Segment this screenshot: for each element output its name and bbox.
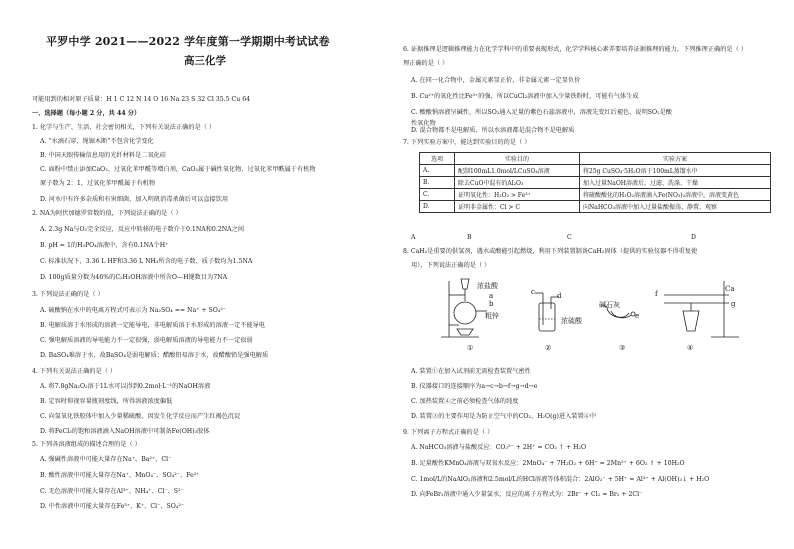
question-4: 4. 下列有关说法正确的是（ ） <box>32 368 117 375</box>
question-3: 3. 下列说法正确的是（ ） <box>32 291 104 298</box>
q6-option-d: D. 混合物都不是电解质，所以水溶液都是混合物不是电解质 <box>411 127 575 134</box>
q7-option-d: D <box>691 234 696 241</box>
q7-option-c: C <box>567 234 572 241</box>
table-header-cell: 实验方案 <box>580 153 771 165</box>
q5-option-a: A. 强碱性溶液中可能大量存在Na⁺、Ba²⁺、Cl⁻ <box>40 456 172 463</box>
q1-option-a: A. “水滴石穿、绳锯木断”不包含化学变化 <box>40 138 154 145</box>
label-d: d <box>557 292 562 300</box>
q2-option-c: C. 标准状况下，3.36 L HF和3.36 L NH₃所含的电子数、质子数均为1.5NA <box>40 258 253 265</box>
label-ca: Ca <box>725 285 735 293</box>
table-row <box>420 189 771 201</box>
label-conc-hcl: 浓盐酸 <box>477 282 498 290</box>
q6-option-c-cont: 性氧化物 <box>411 120 436 127</box>
table-cell: 将硫酸酸化的H₂O₂溶液滴入Fe(NO₃)₂溶液中，溶液变黄色 <box>580 189 771 201</box>
q9-option-b: B. 足量酸性KMnO₄溶液与双氧水反应：2MnO₄⁻ + 7H₂O₂ + 6H⁺ = 2Mn²⁺ + 6O₂ ↑ + 10H₂O <box>411 460 685 467</box>
label-e: e <box>635 312 640 320</box>
q4-option-d: D. 将FeCl₃的饱和溶液滴入NaOH溶液中可制备Fe(OH)₃胶体 <box>40 428 210 435</box>
label-c: c <box>531 288 535 296</box>
apparatus-number-2: ② <box>545 344 552 352</box>
q5-option-c: C. 无色溶液中可能大量存在Al³⁺、NH₄⁺、Cl⁻、S²⁻ <box>40 488 184 495</box>
q1-option-d: D. 河水中有许多杂质和有害细菌，加入明矾消毒杀菌后可以直接饮用 <box>40 196 229 203</box>
q1-option-c: C. 面粉中禁止添加CaO₂、过氧化苯甲酰等增白剂，CaO₂属于碱性氧化物，过氧化苯甲酰属于有机物 <box>40 166 316 173</box>
q3-option-b: B. 电解质溶于水形成的溶液一定能导电，非电解质溶于水形成的溶液一定不能导电 <box>40 322 266 329</box>
q9-option-d: D. 向FeBr₂溶液中通入少量氯水，反应的离子方程式为：2Br⁻ + Cl₂ = Br₂ + 2Cl⁻ <box>411 491 643 498</box>
q3-option-d: D. BaSO₄难溶于水，故BaSO₄是弱电解质；醋酸铅易溶于水，故醋酸铅是强电解质 <box>40 352 269 359</box>
table-cell: 将25g CuSO₄·5H₂O溶于100mL蒸馏水中 <box>580 165 771 177</box>
q8-option-d: D. 装置③的主要作用是为防止空气中的CO₂、H₂O(g)进入装置④中 <box>411 413 597 420</box>
apparatus-number-4: ④ <box>687 344 694 352</box>
table-cell: C. <box>420 189 455 201</box>
q8-option-b: B. 仪器接口的连接顺序为a→c→b→f→g→d→e <box>411 383 538 390</box>
label-b: b <box>489 300 494 308</box>
q9-option-c: C. 1mol/L的NaAlO₂溶液和2.5mol/L的HCl溶液等体积混合：2AlO₂⁻ + 5H⁺ = Al³⁺ + Al(OH)₃↓ + H₂O <box>411 476 710 483</box>
question-9: 9. 下列离子方程式正确的是（ ） <box>403 429 494 436</box>
table-row <box>420 201 771 213</box>
table-header-row <box>420 153 771 165</box>
q6-option-a: A. 在同一化合物中，金属元素显正价，非金属元素一定显负价 <box>411 77 581 84</box>
q3-option-c: C. 强电解质溶液的导电能力不一定很强，弱电解质溶液的导电能力不一定很弱 <box>40 337 253 344</box>
q7-option-a: A <box>411 234 416 241</box>
q2-option-a: A. 2.3g Na与O₂完全反应，反应中转移的电子数介于0.1NA和0.2NA之间 <box>40 226 245 233</box>
table-cell: 配制100mL1.0mol/LCuSO₄溶液 <box>455 165 580 177</box>
q7-option-b: B <box>467 234 472 241</box>
q1-option-c-cont: 原子数为 2：1，过氧化苯甲酰属于有机物 <box>40 180 156 187</box>
question-6: 6. 证据推理是逻辑推理能力在化学学科中的重要表现形式，化学学科核心素养要培养证据推理的能力，下列推理正确的是（ ） <box>403 46 747 53</box>
question-8-cont: 用），下列说法正确的是（ ） <box>411 262 491 269</box>
table-cell: 加入过量NaOH溶液后，过滤、洗涤、干燥 <box>580 177 771 189</box>
right-column <box>397 0 794 549</box>
q2-option-b: B. pH = 1的H₃PO₄溶液中，含有0.1NA个H⁺ <box>40 242 169 249</box>
table-cell: 证明氧化性：H₂O₂ > Fe³⁺ <box>455 189 580 201</box>
table-row <box>420 165 771 177</box>
q1-option-b: B. 中国天眼传输信息用的光纤材料是二氧化硅 <box>40 152 167 159</box>
table-cell: B. <box>420 177 455 189</box>
label-f: f <box>655 290 658 298</box>
q6-option-c: C. 酸酸钠溶液呈碱性，所以SO₂通入足量的紫色石蕊溶液中，溶液先变红后褪色，说明SO₂是酸 <box>411 109 672 116</box>
table-cell: D. <box>420 201 455 213</box>
table-cell: 除去CuO中混有的Al₂O₃ <box>455 177 580 189</box>
table-cell: 向NaHCO₃溶液中加入过量盐酸振荡、静置、观察 <box>580 201 771 213</box>
question-8: 8. CaH₂是重要的供氢剂，遇水或酸能引起燃烧，利用下列装置制备CaH₂固体（提供的实验仪器不得重复使 <box>403 248 698 255</box>
q6-option-b: B. Cu²⁺的氧化性比Fe³⁺的强，所以CuCl₂溶液中加入少量铁粉时，可能有气体生成 <box>411 93 639 100</box>
q4-option-c: C. 向氢氧化铁胶体中加入少量稀硫酸，因发生化学反应而产生红褐色沉淀 <box>40 413 241 420</box>
label-zinc: 粗锌 <box>485 312 499 320</box>
question-2: 2. NA为阿伏加德罗常数的值，下列说法正确的是（ ） <box>32 210 182 217</box>
apparatus-2 <box>535 292 562 331</box>
question-5: 5. 下列各溶液组成的描述合理的是（ ） <box>32 441 141 448</box>
q5-option-d: D. 中性溶液中可能大量存在Fe³⁺、K⁺、Cl⁻、SO₄²⁻ <box>40 503 185 510</box>
q3-option-a: A. 硫酸钠在水中的电离方程式可表示为 Na₂SO₄ == Na⁺ + SO₄²⁻ <box>40 307 227 314</box>
q2-option-d: D. 100g质量分数为46%的C₂H₅OH溶液中所含O—H键数目为7NA <box>40 274 228 281</box>
question-6-cont: 理正确的是（ ） <box>403 60 449 67</box>
exam-title: 平罗中学 2021——2022 学年度第一学期期中考试试卷 <box>46 35 330 48</box>
q8-option-a: A. 装置①在加入试剂前无需检查装置气密性 <box>411 368 531 375</box>
table-header-cell: 选项 <box>420 153 455 165</box>
apparatus-number-1: ① <box>467 344 474 352</box>
table-row <box>420 177 771 189</box>
apparatus-number-3: ③ <box>619 344 626 352</box>
label-conc-h2so4: 浓硫酸 <box>561 317 582 325</box>
section-heading: 一、选择题（每小题 2 分，共 44 分） <box>32 110 141 117</box>
q8-option-c: C. 加热装置④之前必须检查气体的纯度 <box>411 398 519 405</box>
question-7: 7. 下列实验方案中，能达到实验目的的是（ ） <box>403 139 531 146</box>
experiment-table <box>419 152 771 213</box>
label-soda-lime: 碱石灰 <box>599 301 620 309</box>
atomic-mass-line: 可能用到的相对原子质量：H 1 C 12 N 14 O 16 Na 23 S 32 Cl 35.5 Cu 64 <box>32 96 251 103</box>
table-header-cell: 实验目的 <box>455 153 580 165</box>
label-a: a <box>489 292 494 300</box>
q9-option-a: A. NaHCO₃溶液与盐酸反应：CO₃²⁻ + 2H⁺ = CO₂ ↑ + H₂O <box>411 444 587 451</box>
q4-option-a: A. 将7.8gNa₂O₂溶于1L水可以得到0.2mol·L⁻¹的NaOH溶液 <box>40 383 211 390</box>
q4-option-b: B. 定容时仰视容量瓶刻度线，所得溶液浓度偏低 <box>40 398 173 405</box>
exam-subtitle: 高三化学 <box>184 55 226 67</box>
label-g: g <box>731 300 736 308</box>
table-cell: A. <box>420 165 455 177</box>
question-1: 1. 化学与生产、生活、社会密切相关，下列有关说法正确的是（ ） <box>32 124 216 131</box>
q5-option-b: B. 酸性溶液中可能大量存在Na⁺、MnO₄⁻、SO₄²⁻、Fe²⁺ <box>40 472 200 479</box>
table-cell: 证明非金属性：Cl > C <box>455 201 580 213</box>
